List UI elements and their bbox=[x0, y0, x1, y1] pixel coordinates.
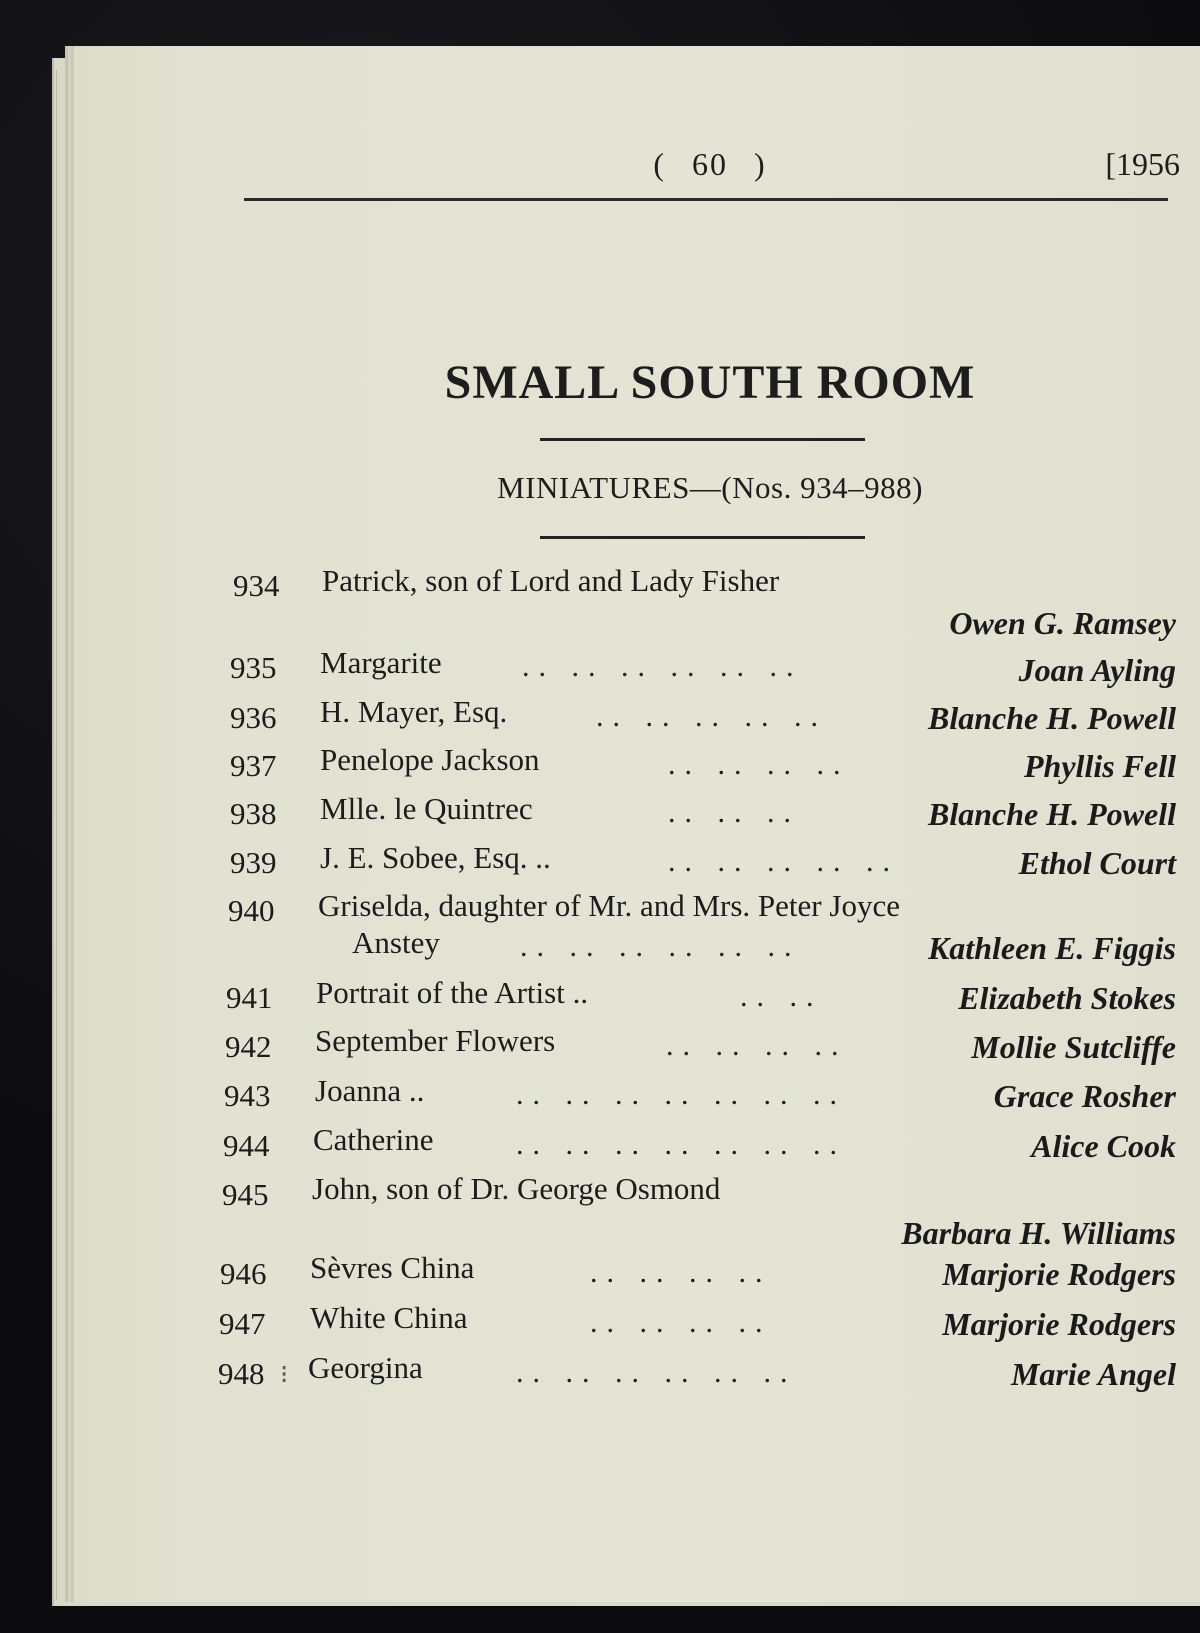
leader-dots: .. .. .. .. .. .. .. bbox=[516, 1078, 846, 1111]
leader-dots: .. .. .. .. bbox=[590, 1256, 772, 1289]
entry-artist: Blanche H. Powell bbox=[928, 700, 1176, 736]
entry-artist: Alice Cook bbox=[1031, 1128, 1176, 1164]
leader-dots: .. .. .. .. .. .. bbox=[522, 650, 803, 683]
entry-title: Penelope Jackson bbox=[320, 742, 540, 777]
entry-number: 935 bbox=[230, 650, 277, 685]
entry-title: John, son of Dr. George Osmond bbox=[312, 1171, 721, 1206]
leader-dots: .. .. .. bbox=[668, 796, 800, 829]
leader-dots: .. .. bbox=[740, 980, 823, 1013]
entry-title-continued: Anstey bbox=[352, 925, 440, 960]
entry-title: White China bbox=[310, 1300, 468, 1335]
entry-artist: Grace Rosher bbox=[993, 1078, 1176, 1114]
header-rule bbox=[244, 198, 1168, 201]
leader-dots: .. .. .. .. .. .. bbox=[520, 930, 801, 963]
pencil-mark-icon: ⁝ bbox=[280, 1360, 289, 1389]
entry-number: 942 bbox=[225, 1029, 272, 1064]
entry-artist: Joan Ayling bbox=[1018, 652, 1176, 688]
running-header bbox=[240, 140, 1180, 190]
entry-title: J. E. Sobee, Esq. .. bbox=[320, 840, 551, 875]
page-number: ( 60 ) bbox=[653, 146, 767, 182]
entry-title: September Flowers bbox=[315, 1023, 556, 1058]
entry-title: Mlle. le Quintrec bbox=[320, 791, 533, 826]
entry-artist: Marjorie Rodgers bbox=[942, 1256, 1176, 1292]
entry-artist: Phyllis Fell bbox=[1024, 748, 1176, 784]
entry-number: 943 bbox=[224, 1078, 271, 1113]
entry-artist: Marie Angel bbox=[1010, 1356, 1176, 1392]
leader-dots: .. .. .. .. .. .. .. bbox=[516, 1128, 846, 1161]
entry-artist: Ethol Court bbox=[1018, 845, 1176, 881]
entry-artist: Marjorie Rodgers bbox=[942, 1306, 1176, 1342]
leader-dots: .. .. .. .. bbox=[668, 748, 850, 781]
entry-number: 945 bbox=[222, 1177, 269, 1212]
leader-dots: .. .. .. .. bbox=[666, 1029, 848, 1062]
entry-title: Griselda, daughter of Mr. and Mrs. Peter Joyce bbox=[318, 888, 900, 923]
entry-artist: Elizabeth Stokes bbox=[958, 980, 1176, 1016]
title-rule bbox=[540, 438, 865, 441]
entry-title: Joanna .. bbox=[315, 1073, 425, 1108]
entry-number: 941 bbox=[226, 980, 273, 1015]
subtitle-rule bbox=[540, 536, 865, 539]
entry-number: 940 bbox=[228, 893, 275, 928]
entry-number: 946 bbox=[220, 1256, 267, 1291]
entry-number: 948 bbox=[218, 1356, 265, 1391]
entry-title: Catherine bbox=[313, 1122, 434, 1157]
entry-title: Georgina bbox=[308, 1350, 423, 1385]
leader-dots: .. .. .. .. bbox=[590, 1306, 772, 1339]
entry-title: Portrait of the Artist .. bbox=[316, 975, 589, 1010]
entry-number: 947 bbox=[219, 1306, 266, 1341]
entry-number: 934 bbox=[233, 568, 280, 603]
leader-dots: .. .. .. .. .. bbox=[668, 845, 899, 878]
entry-title: Margarite bbox=[320, 645, 442, 680]
section-title: SMALL SOUTH ROOM bbox=[444, 356, 976, 409]
entry-number: 939 bbox=[230, 845, 277, 880]
entry-artist: Mollie Sutcliffe bbox=[971, 1029, 1176, 1065]
leader-dots: .. .. .. .. .. bbox=[596, 700, 827, 733]
year-marker: [1956 bbox=[1105, 146, 1180, 182]
entry-artist: Blanche H. Powell bbox=[928, 796, 1176, 832]
section-subtitle: MINIATURES—(Nos. 934–988) bbox=[497, 470, 923, 505]
entry-number: 936 bbox=[230, 700, 277, 735]
entry-artist: Barbara H. Williams bbox=[901, 1215, 1176, 1251]
entry-title: H. Mayer, Esq. bbox=[320, 694, 508, 729]
entry-title: Patrick, son of Lord and Lady Fisher bbox=[322, 563, 780, 598]
entry-number: 937 bbox=[230, 748, 277, 783]
entry-artist: Kathleen E. Figgis bbox=[927, 930, 1176, 966]
entry-title: Sèvres China bbox=[310, 1250, 475, 1285]
entry-artist: Owen G. Ramsey bbox=[949, 605, 1176, 641]
leader-dots: .. .. .. .. .. .. bbox=[516, 1356, 797, 1389]
entry-number: 944 bbox=[223, 1128, 270, 1163]
entry-number: 938 bbox=[230, 796, 277, 831]
